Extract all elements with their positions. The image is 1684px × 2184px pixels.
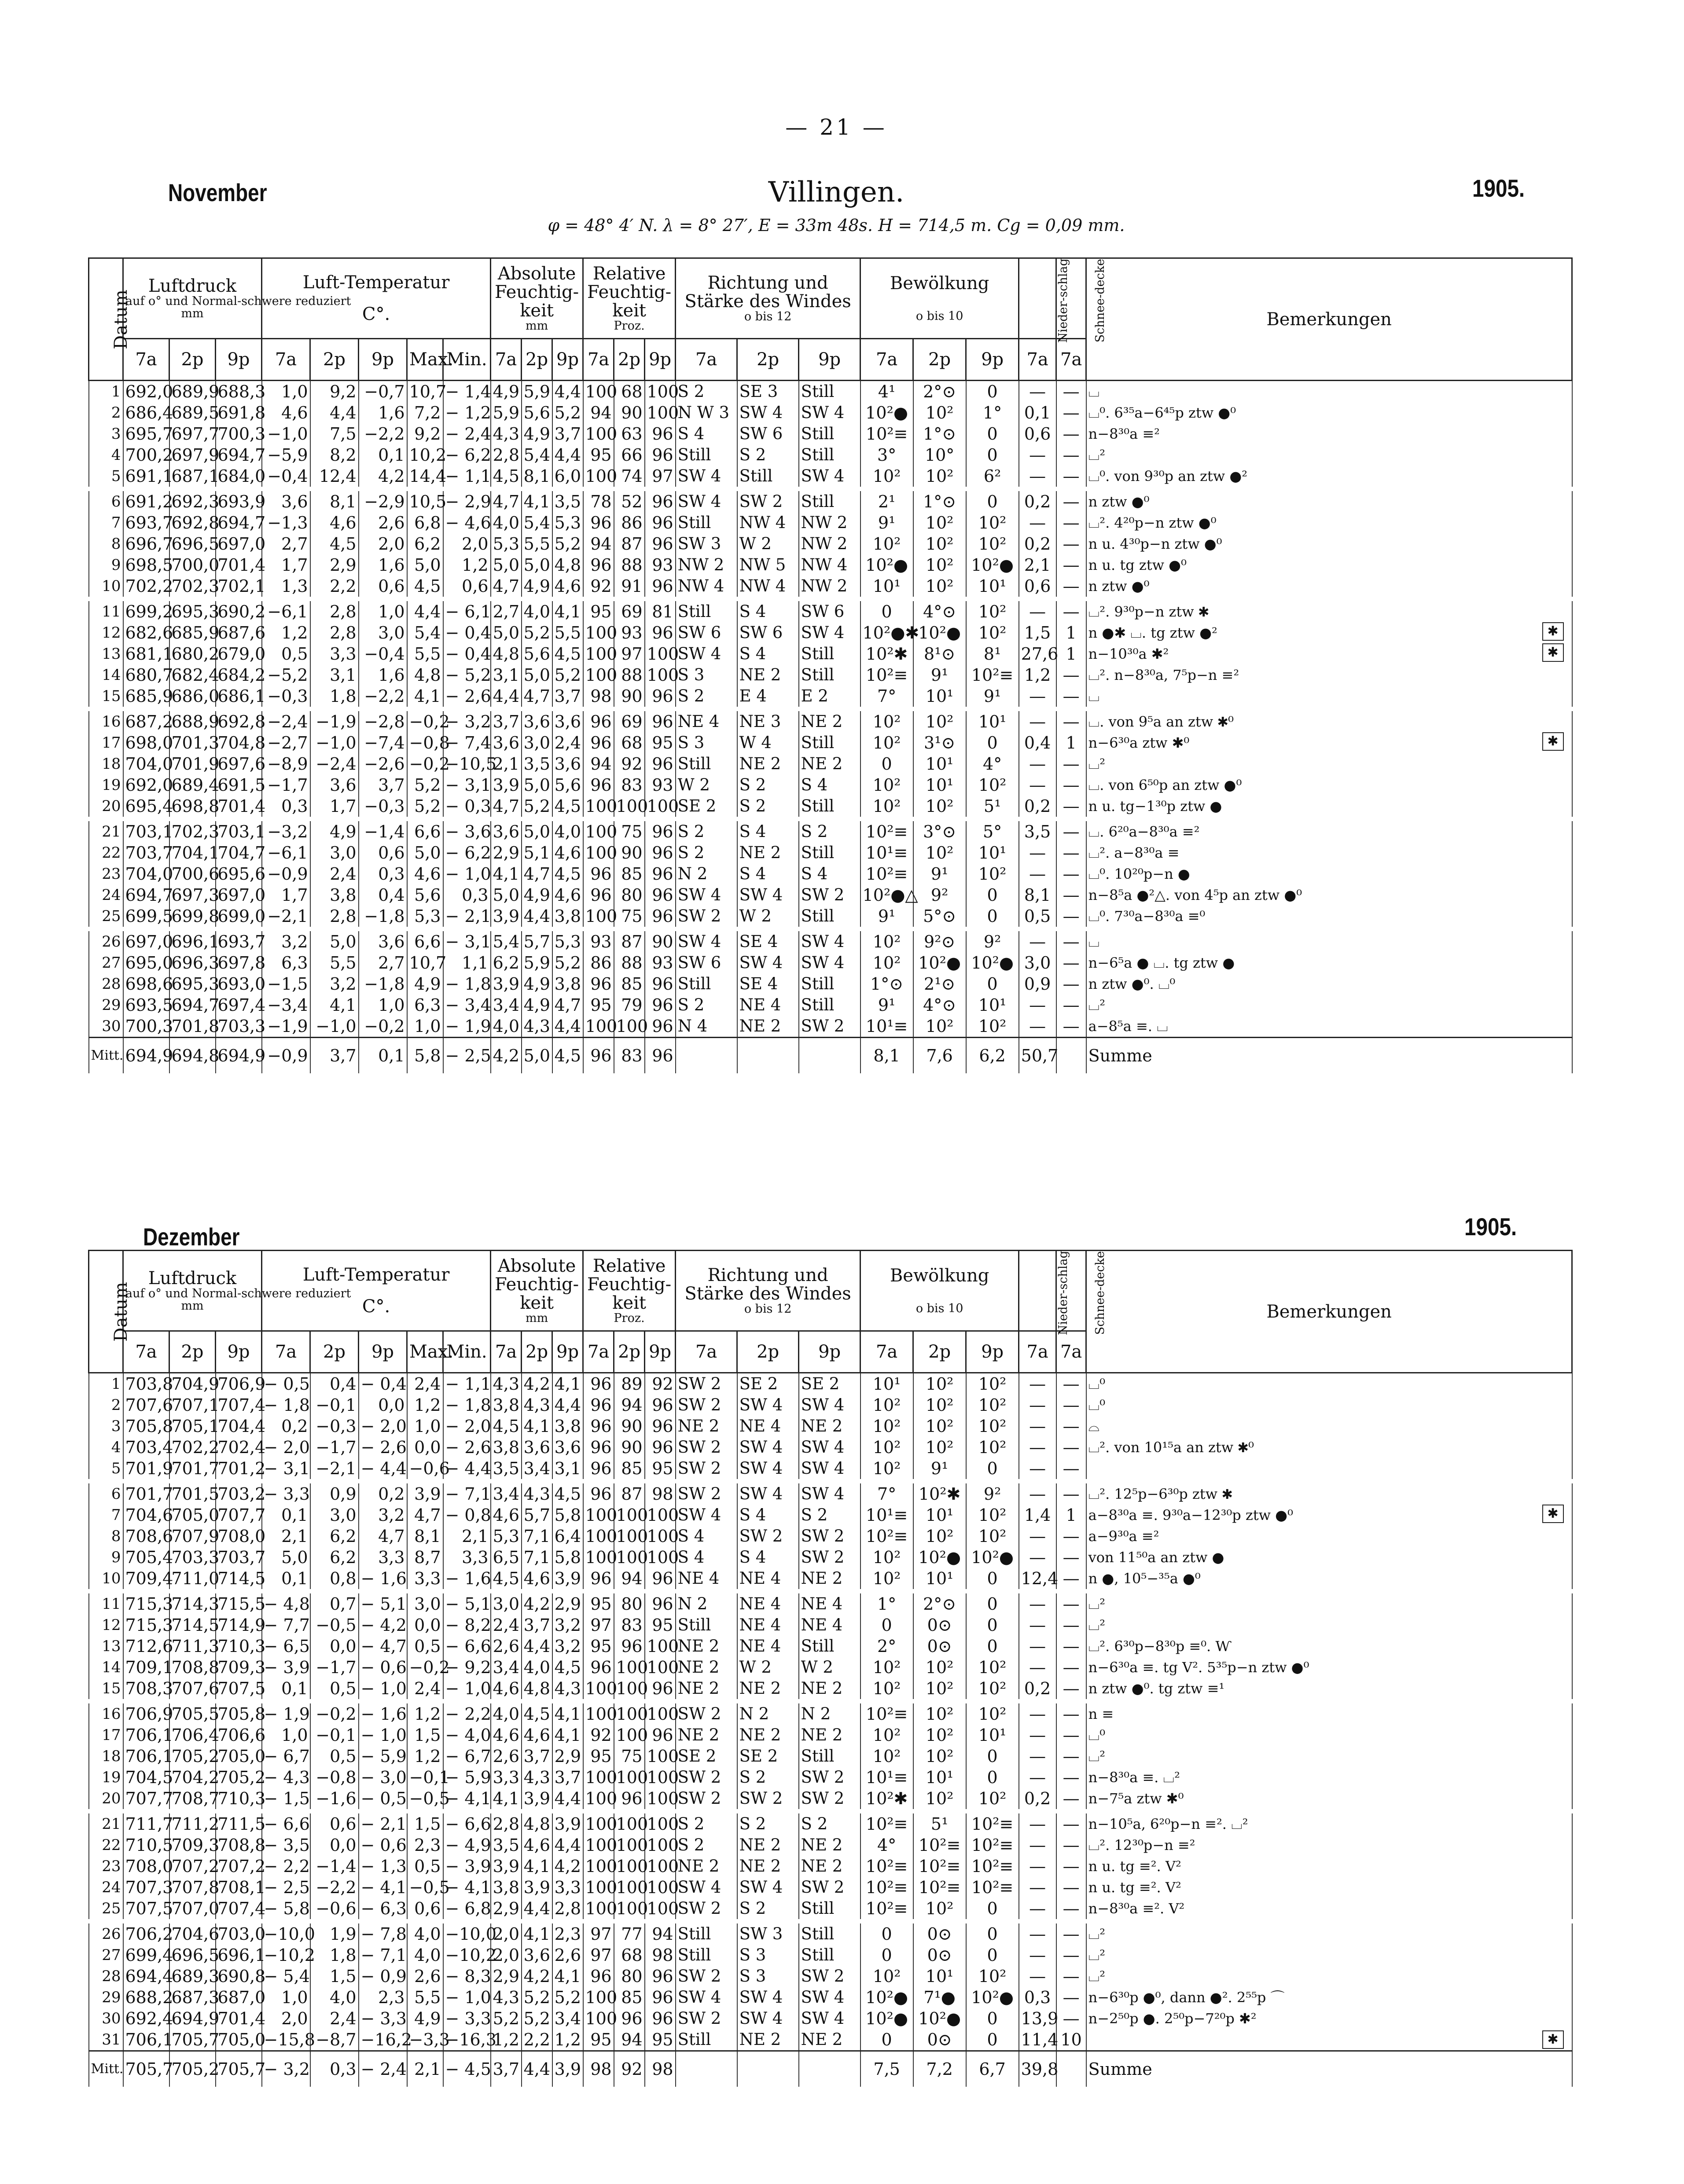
remark-text: n u. tg ≡². V² [1088,1858,1181,1875]
remark-text: ⌴⁰ [1088,1727,1106,1744]
table-row: 5 691,1 687,1 684,0 −0,4 12,4 4,2 14,4 − 1,1 4,5 8,1 6,0 100 74 97 SW 4 Still SW 4 10² 10² 6² — — ⌴⁰. von 9³⁰p an ztw ●² [89,466,1572,489]
remark-text: ⌴ [1088,383,1100,400]
table-row: 11 715,3 714,3 715,5 − 4,8 0,7 − 5,1 3,0 − 5,1 3,0 4,2 2,9 95 80 96 N 2 NE 4 NE 4 1° 2°⊙ 0 — — ⌴² [89,1591,1572,1615]
page-number: — 21 — [785,114,887,140]
remark-text: ⌴² [1088,1968,1106,1985]
table-row: 16 706,9 705,5 705,8 − 1,9 −0,2 − 1,6 1,2 − 2,2 4,0 4,5 4,1 100 100 100 SW 2 N 2 N 2 10²≡ 10² 10² — — n ≡ [89,1701,1572,1725]
remark-text: n−8³⁰a ≡. ⌴² [1088,1769,1180,1786]
col-datum: Datum [89,258,123,381]
remark-text: ⌴⁰. 7³⁰a−8³⁰a ≡⁰ [1088,908,1206,925]
remark-text: ⌴². 12³⁰p−n ≡² [1088,1837,1195,1854]
remark-text: ⌴². von 10¹⁵a an ztw ✱⁰ [1088,1439,1254,1456]
remark-text: n−8³⁰a ≡². V² [1088,1900,1185,1917]
table-row: 10 709,4 711,0 714,5 0,1 0,8 − 1,6 3,3 − 1,6 4,5 4,6 3,9 96 94 96 NE 4 NE 4 NE 2 10² 10¹ 0 12,4 — n ●, 10⁵−³⁵a ●⁰ [89,1568,1572,1591]
remark-text: ⌴⁰. 6³⁵a−6⁴⁵p ztw ●⁰ [1088,404,1236,421]
table-row: 4 700,2 697,9 694,7 −5,9 8,2 0,1 10,2 − 6,2 2,8 5,4 4,4 95 66 96 Still S 2 Still 3° 10° 0 — — ⌴² [89,444,1572,466]
year-dezember: 1905. [1464,1213,1517,1241]
table-row: 15 685,9 686,0 686,1 −0,3 1,8 −2,2 4,1 − 2,6 4,4 4,7 3,7 98 90 96 S 2 E 4 E 2 7° 10¹ 9¹ — — ⌴ [89,686,1572,709]
table-row: 22 703,7 704,1 704,7 −6,1 3,0 0,6 5,0 − 6,2 2,9 5,1 4,6 100 90 96 S 2 NE 2 Still 10¹≡ 10² 10¹ — — ⌴². a−8³⁰a ≡ [89,842,1572,863]
col-bemerkungen: Bemerkungen [1086,1251,1572,1373]
month-title-dezember: Dezember [143,1223,240,1251]
remark-text: ⌴² [1088,1596,1106,1612]
station-name: Villingen. [768,176,905,209]
table-row: 10 702,2 702,3 702,1 1,3 2,2 0,6 4,5 0,6 4,7 4,9 4,6 92 91 96 NW 4 NW 4 NW 2 10¹ 10² 10¹ 0,6 — n ztw ●⁰ [89,576,1572,599]
remark-text: a−9³⁰a ≡² [1088,1528,1159,1545]
remark-text: n−7⁵a ztw ✱⁰ [1088,1790,1184,1807]
table-row: 16 687,2 688,9 692,8 −2,4 −1,9 −2,8 −0,2 − 3,2 3,7 3,6 3,6 96 69 96 NE 4 NE 3 NE 2 10² 10² 10¹ — — ⌴. von 9⁵a an ztw ✱⁰ [89,709,1572,732]
col-wind: Richtung und Stärke des Windes o bis 12 [676,258,860,339]
table-row: 8 708,6 707,9 708,0 2,1 6,2 4,7 8,1 2,1 5,3 7,1 6,4 100 100 100 S 4 SW 2 SW 2 10²≡ 10² 10² — — a−9³⁰a ≡² [89,1526,1572,1547]
table-row: 30 700,3 701,8 703,3 −1,9 −1,0 −0,2 1,0 − 1,9 4,0 4,3 4,4 100 100 96 N 4 NE 2 SW 2 10¹≡ 10² 10² — — a−8⁵a ≡. ⌴ [89,1016,1572,1038]
col-luftdruck: Luftdruck auf o° und Normal-schwere reduziert mm [123,258,262,339]
table-row: 13 681,1 680,2 679,0 0,5 3,3 −0,4 5,5 − 0,4 4,8 5,6 4,5 100 97 100 SW 4 S 4 Still 10²✱ 8¹⊙ 8¹ 27,6 1 n−10³⁰a ✱² ✱ [89,643,1572,664]
col-niederschlag: Nieder-schlag [1019,258,1056,339]
remark-text: ⌴. von 9⁵a an ztw ✱⁰ [1088,713,1234,730]
snow-box-icon: ✱ [1542,643,1564,662]
table-row: 12 682,6 685,9 687,6 1,2 2,8 3,0 5,4 − 0,4 5,0 5,2 5,5 100 93 96 SW 6 SW 6 SW 4 10²●✱ 10²● 10² 1,5 1 n ●✱ ⌴. tg ztw ●² ✱ [89,622,1572,643]
remark-text: n u. tg ≡². V² [1088,1879,1181,1896]
remark-text: n ●✱ ⌴. tg ztw ●² [1088,624,1217,641]
table-row: 28 698,6 695,3 693,0 −1,5 3,2 −1,8 4,9 − 1,8 3,9 4,9 3,8 96 85 96 Still SE 4 Still 1°⊙ 2¹⊙ 0 0,9 — n ztw ●⁰. ⌴⁰ [89,973,1572,995]
table-row: 21 711,7 711,2 711,5 − 6,6 0,6 − 2,1 1,5 − 6,6 2,8 4,8 3,9 100 100 100 S 2 S 2 S 2 10²≡ 5¹ 10²≡ — — n−10⁵a, 6²⁰p−n ≡². ⌴² [89,1811,1572,1835]
remark-text: ⌴² [1088,1947,1106,1964]
table-row: 3 695,7 697,7 700,3 −1,0 7,5 −2,2 9,2 − 2,4 4,3 4,9 3,7 100 63 96 S 4 SW 6 Still 10²≡ 1°⊙ 0 0,6 — n−8³⁰a ≡² [89,423,1572,444]
remark-text: ⌴⁰ [1088,1376,1106,1392]
remark-text: n u. tg−1³⁰p ztw ● [1088,798,1222,815]
table-row: 21 703,1 702,3 703,1 −3,2 4,9 −1,4 6,6 − 3,6 3,6 5,0 4,0 100 75 96 S 2 S 4 S 2 10²≡ 3°⊙ 5° 3,5 — ⌴. 6²⁰a−8³⁰a ≡² [89,819,1572,842]
col-abs-feuchte: Absolute Feuchtig-keit mm [491,258,583,339]
table-row: 15 708,3 707,6 707,5 0,1 0,5 − 1,0 2,4 − 1,0 4,6 4,8 4,3 100 100 96 NE 2 NE 2 NE 2 10² 10² 10² 0,2 — n ztw ●⁰. tg ztw ≡¹ [89,1678,1572,1701]
col-schneedecke: Schnee-decke [1056,1251,1086,1331]
remark-text: ⌴². 12⁵p−6³⁰p ztw ✱ [1088,1486,1233,1502]
table-row: 20 695,4 698,8 701,4 0,3 1,7 −0,3 5,2 − 0,3 4,7 5,2 4,5 100 100 100 SE 2 S 2 Still 10² 10² 5¹ 0,2 — n u. tg−1³⁰p ztw ● [89,796,1572,819]
remark-text: ⌴. 6²⁰a−8³⁰a ≡² [1088,823,1200,840]
table-row: 26 706,2 704,6 703,0 −10,0 1,9 − 7,8 4,0 −10,0 2,0 4,1 2,3 97 77 94 Still SW 3 Still 0 0⊙ 0 — — ⌴² [89,1921,1572,1945]
table-row: 23 708,0 707,2 707,2 − 2,2 −1,4 − 1,3 0,5 − 3,9 3,9 4,1 4,2 100 100 100 NE 2 NE 2 NE 2 10²≡ 10²≡ 10²≡ — — n u. tg ≡². V² [89,1856,1572,1877]
table-row: 4 703,4 702,2 702,4 − 2,0 −1,7 − 2,6 0,0 − 2,6 3,8 3,6 3,6 96 90 96 SW 2 SW 4 SW 4 10² 10² 10² — — ⌴². von 10¹⁵a an ztw ✱⁰ [89,1437,1572,1458]
table-row: 27 695,0 696,3 697,8 6,3 5,5 2,7 10,7 1,1 6,2 5,9 5,2 86 88 93 SW 6 SW 4 SW 4 10² 10²● 10²● 3,0 — n−6⁵a ● ⌴. tg ztw ● [89,952,1572,973]
table-row: 6 701,7 701,5 703,2 − 3,3 0,9 0,2 3,9 − 7,1 3,4 4,3 4,5 96 87 98 SW 2 SW 4 SW 4 7° 10²✱ 9² — — ⌴². 12⁵p−6³⁰p ztw ✱ [89,1481,1572,1505]
table-row: 9 698,5 700,0 701,4 1,7 2,9 1,6 5,0 1,2 5,0 5,0 4,8 96 88 93 NW 2 NW 5 NW 4 10²● 10² 10²● 2,1 — n u. tg ztw ●⁰ [89,554,1572,576]
remark-text: ⌴². 4²⁰p−n ztw ●⁰ [1088,514,1217,531]
mean-row: Mitt. 694,9 694,8 694,9 −0,9 3,7 0,1 5,8 − 2,5 4,2 5,0 4,5 96 83 96 8,1 7,6 6,2 50,7 Summe [89,1038,1572,1074]
mean-row: Mitt. 705,7 705,2 705,7 − 3,2 0,3 − 2,4 2,1 − 4,5 3,7 4,4 3,9 98 92 98 7,5 7,2 6,7 39,8 Summe [89,2051,1572,2087]
table-row: 26 697,0 696,1 693,7 3,2 5,0 3,6 6,6 − 3,1 5,4 5,7 5,3 93 87 90 SW 4 SE 4 SW 4 10² 9²⊙ 9² — — ⌴ [89,929,1572,952]
remark-text: n ●, 10⁵−³⁵a ●⁰ [1088,1570,1201,1587]
remark-text: a−8⁵a ≡. ⌴ [1088,1018,1168,1035]
table-row: 8 696,7 696,5 697,0 2,7 4,5 2,0 6,2 2,0 5,3 5,5 5,2 94 87 96 SW 3 W 2 NW 2 10² 10² 10² 0,2 — n u. 4³⁰p−n ztw ●⁰ [89,533,1572,554]
snow-box-icon: ✱ [1542,2030,1564,2049]
remark-text: n−6³⁰p ●⁰, dann ●². 2⁵⁵p ⌒ [1088,1989,1285,2006]
table-row: 14 680,7 682,4 684,2 −5,2 3,1 1,6 4,8 − 5,2 3,1 5,0 5,2 100 88 100 S 3 NE 2 Still 10²≡ 9¹ 10²≡ 1,2 — ⌴². n−8³⁰a, 7⁵p−n ≡² [89,664,1572,686]
remark-text: n ≡ [1088,1706,1114,1722]
remark-text: ⌴⁰. 10²⁰p−n ● [1088,866,1190,882]
table-row: 25 707,5 707,0 707,4 − 5,8 −0,6 − 6,3 0,6 − 6,8 2,9 4,4 2,8 100 100 100 SW 2 S 2 Still 10²≡ 10² 0 — — n−8³⁰a ≡². V² [89,1898,1572,1921]
remark-text: ⌴². 6³⁰p−8³⁰p ≡⁰. Ⱳ [1088,1638,1232,1655]
remark-text: ⌴ [1088,933,1100,950]
table-row: 5 701,9 701,7 701,2 − 3,1 −2,1 − 4,4 −0,6 − 4,4 3,5 3,4 3,1 96 85 95 SW 2 SW 4 SW 4 10² 9¹ 0 — — [89,1458,1572,1481]
table-row: 1 703,8 704,9 706,9 − 0,5 0,4 − 0,4 2,4 − 1,1 4,3 4,2 4,1 96 89 92 SW 2 SE 2 SE 2 10¹ 10² 10² — — ⌴⁰ [89,1373,1572,1395]
remark-text: ⌴². 9³⁰p−n ztw ✱ [1088,603,1209,620]
col-rel-feuchte: Relative Feuchtig-keit Proz. [583,258,676,339]
table-row: 20 707,7 708,7 710,3 − 1,5 −1,6 − 0,5 −0,5 − 4,1 4,1 3,9 4,4 100 96 100 SW 2 SW 2 SW 2 10²✱ 10² 10² 0,2 — n−7⁵a ztw ✱⁰ [89,1788,1572,1811]
table-row: 11 699,2 695,3 690,2 −6,1 2,8 1,0 4,4 − 6,1 2,7 4,0 4,1 95 69 81 Still S 4 SW 6 0 4°⊙ 10² — — ⌴². 9³⁰p−n ztw ✱ [89,599,1572,622]
table-row: 24 694,7 697,3 697,0 1,7 3,8 0,4 5,6 0,3 5,0 4,9 4,6 96 80 96 SW 4 SW 4 SW 2 10²●△ 9² 0 8,1 — n−8⁵a ●²△. von 4⁵p an ztw ●⁰ [89,885,1572,906]
station-coordinates: φ = 48° 4′ N. λ = 8° 27′, E = 33m 48s. H = 714,5 m. Cg = 0,09 mm. [548,216,1125,235]
table-row: 1 692,0 689,9 688,3 1,0 9,2 −0,7 10,7 − 1,4 4,9 5,9 4,4 100 68 100 S 2 SE 3 Still 4¹ 2°⊙ 0 — — ⌴ [89,381,1572,403]
table-row: 9 705,4 703,3 703,7 5,0 6,2 3,3 8,7 3,3 6,5 7,1 5,8 100 100 100 S 4 S 4 SW 2 10² 10²● 10²● — — von 11⁵⁰a an ztw ● [89,1547,1572,1568]
table-row: 29 688,2 687,3 687,0 1,0 4,0 2,3 5,5 − 1,0 4,3 5,2 5,2 100 85 96 SW 4 SW 4 SW 4 10²● 7¹● 10²● 0,3 — n−6³⁰p ●⁰, dann ●². 2⁵⁵p ⌒ [89,1987,1572,2008]
remark-text: n u. tg ztw ●⁰ [1088,557,1187,573]
table-row: 24 707,3 707,8 708,1 − 2,5 −2,2 − 4,1 −0,5 − 4,1 3,8 3,9 3,3 100 100 100 SW 4 SW 4 SW 2 10²≡ 10²≡ 10²≡ — — n u. tg ≡². V² [89,1877,1572,1898]
table-row: 23 704,0 700,6 695,6 −0,9 2,4 0,3 4,6 − 1,0 4,1 4,7 4,5 96 85 96 N 2 S 4 S 4 10²≡ 9¹ 10² — — ⌴⁰. 10²⁰p−n ● [89,863,1572,885]
year-november: 1905. [1472,174,1525,202]
remark-text: a−8³⁰a ≡. 9³⁰a−12³⁰p ztw ●⁰ [1088,1507,1293,1523]
table-row: 18 706,1 705,2 705,0 − 6,7 0,5 − 5,9 1,2 − 6,7 2,6 3,7 2,9 95 75 100 SE 2 SE 2 Still 10² 10² 0 — — ⌴² [89,1746,1572,1767]
remark-text: ⌴² [1088,1617,1106,1633]
table-row: 19 704,5 704,2 705,2 − 4,3 −0,8 − 3,0 −0,1 − 5,9 3,3 4,3 3,7 100 100 100 SW 2 S 2 SW 2 10¹≡ 10¹ 0 — — n−8³⁰a ≡. ⌴² [89,1767,1572,1788]
remark-text: ⌓ [1088,1418,1099,1435]
col-datum: Datum [89,1251,123,1373]
col-bewoelkung: Bewölkung o bis 10 [860,258,1019,339]
table-row: 2 686,4 689,5 691,8 4,6 4,4 1,6 7,2 − 1,2 5,9 5,6 5,2 94 90 100 N W 3 SW 4 SW 4 10²● 10² 1° 0,1 — ⌴⁰. 6³⁵a−6⁴⁵p ztw ●⁰ [89,402,1572,423]
remark-text: ⌴⁰. von 9³⁰p an ztw ●² [1088,468,1248,485]
col-luftdruck: Luftdruck auf o° und Normal-schwere reduziert mm [123,1251,262,1331]
table-row: 28 694,4 689,3 690,8 − 5,4 1,5 − 0,9 2,6 − 8,3 2,9 4,2 4,1 96 80 96 SW 2 S 3 SW 2 10² 10¹ 10² — — ⌴² [89,1966,1572,1987]
table-row: 18 704,0 701,9 697,6 −8,9 −2,4 −2,6 −0,2 −10,5 2,1 3,5 3,6 94 92 96 Still NE 2 NE 2 0 10¹ 4° — — ⌴² [89,753,1572,774]
remark-text: n−6⁵a ● ⌴. tg ztw ● [1088,954,1235,971]
table-row: 12 715,3 714,5 714,9 − 7,7 −0,5 − 4,2 0,0 − 8,2 2,4 3,7 3,2 97 83 95 Still NE 4 NE 4 0 0⊙ 0 — — ⌴² [89,1615,1572,1636]
col-niederschlag: Nieder-schlag [1019,1251,1056,1331]
col-bemerkungen: Bemerkungen [1086,258,1572,381]
remark-text: ⌴² [1088,756,1106,772]
col-rel-feuchte: Relative Feuchtig-keit Proz. [583,1251,676,1331]
table-row: 6 691,2 692,3 693,9 3,6 8,1 −2,9 10,5 − 2,9 4,7 4,1 3,5 78 52 96 SW 4 SW 2 Still 2¹ 1°⊙ 0 0,2 — n ztw ●⁰ [89,489,1572,512]
table-row: 17 706,1 706,4 706,6 1,0 −0,1 − 1,0 1,5 − 4,0 4,6 4,6 4,1 92 100 96 NE 2 NE 2 NE 2 10² 10² 10¹ — — ⌴⁰ [89,1725,1572,1746]
remark-text: n−8³⁰a ≡² [1088,426,1160,442]
remark-text: n u. 4³⁰p−n ztw ●⁰ [1088,536,1222,552]
remark-text: n−10⁵a, 6²⁰p−n ≡². ⌴² [1088,1816,1248,1832]
table-row: 7 704,6 705,0 707,7 0,1 3,0 3,2 4,7 − 0,8 4,6 5,7 5,8 100 100 100 SW 4 S 4 S 2 10¹≡ 10¹ 10² 1,4 1 a−8³⁰a ≡. 9³⁰a−12³⁰p ztw ●⁰ ✱ [89,1505,1572,1526]
col-bewoelkung: Bewölkung o bis 10 [860,1251,1019,1331]
table-row: 17 698,0 701,3 704,8 −2,7 −1,0 −7,4 −0,8 − 7,4 3,6 3,0 2,4 96 68 95 S 3 W 4 Still 10² 3¹⊙ 0 0,4 1 n−6³⁰a ztw ✱⁰ ✱ [89,732,1572,753]
remark-text: n ztw ●⁰ [1088,578,1150,595]
table-row: 27 699,4 696,5 696,1 −10,2 1,8 − 7,1 4,0 −10,2 2,0 3,6 2,6 97 68 98 Still S 3 Still 0 0⊙ 0 — — ⌴² [89,1945,1572,1966]
table-row: 29 693,5 694,7 697,4 −3,4 4,1 1,0 6,3 − 3,4 3,4 4,9 4,7 95 79 96 S 2 NE 4 Still 9¹ 4°⊙ 10¹ — — ⌴² [89,995,1572,1016]
remark-text: ⌴² [1088,1748,1106,1765]
snow-box-icon: ✱ [1542,1505,1564,1523]
table-row: 30 692,4 694,9 701,4 2,0 2,4 − 3,3 4,9 − 3,3 5,2 5,2 3,4 100 96 96 SW 2 SW 4 SW 4 10²● 10²● 0 13,9 — n−2⁵⁰p ●. 2⁵⁰p−7²⁰p ✱² [89,2008,1572,2029]
table-row: 13 712,6 711,3 710,3 − 6,5 0,0 − 4,7 0,5 − 6,6 2,6 4,4 3,2 95 96 100 NE 2 NE 4 Still 2° 0⊙ 0 — — ⌴². 6³⁰p−8³⁰p ≡⁰. Ⱳ [89,1636,1572,1657]
table-row: 25 699,5 699,8 699,0 −2,1 2,8 −1,8 5,3 − 2,1 3,9 4,4 3,8 100 75 96 SW 2 W 2 Still 9¹ 5°⊙ 0 0,5 — ⌴⁰. 7³⁰a−8³⁰a ≡⁰ [89,906,1572,929]
remark-text: n−6³⁰a ≡. tg V². 5³⁵p−n ztw ●⁰ [1088,1659,1309,1676]
remark-text: von 11⁵⁰a an ztw ● [1088,1549,1224,1566]
table-row: 22 710,5 709,3 708,8 − 3,5 0,0 − 0,6 2,3 − 4,9 3,5 4,6 4,4 100 100 100 S 2 NE 2 NE 2 4° 10²≡ 10²≡ — — ⌴². 12³⁰p−n ≡² [89,1835,1572,1856]
remark-text: n−10³⁰a ✱² [1088,646,1169,662]
table-row: 19 692,0 689,4 691,5 −1,7 3,6 3,7 5,2 − 3,1 3,9 5,0 5,6 96 83 93 W 2 S 2 S 4 10² 10¹ 10² — — ⌴. von 6⁵⁰p an ztw ●⁰ [89,774,1572,796]
col-temperatur: Luft-Temperatur C°. [262,1251,491,1331]
table-row: 2 707,6 707,1 707,4 − 1,8 −0,1 0,0 1,2 − 1,8 3,8 4,3 4,4 96 94 96 SW 2 SW 4 SW 4 10² 10² 10² — — ⌴⁰ [89,1395,1572,1416]
remark-text: ⌴. von 6⁵⁰p an ztw ●⁰ [1088,777,1242,793]
remark-text: ⌴² [1088,1926,1106,1942]
table-row: 7 693,7 692,8 694,7 −1,3 4,6 2,6 6,8 − 4,6 4,0 5,4 5,3 96 86 96 Still NW 4 NW 2 9¹ 10² 10² — — ⌴². 4²⁰p−n ztw ●⁰ [89,512,1572,533]
table-dezember: Datum Luftdruck auf o° und Normal-schwere reduziert mm Luft-Temperatur C°. Absolute Feuchtig-keit mm Relative Feuchtig-keit Proz. Richtung und Stärke des Windes o bis 12 Bewölkung o bis 10 Nieder-schlag Schnee-decke Bemerkungen 7a 2p 9p 7a 2p 9p Max. Min. 7a 2p 9p 7a 2p 9p 7a 2p 9p 7a 2p 9p 7a 7a 1 703,8 704,9 706,9 − 0,5 0,4 − 0,4 2,4 − 1,1 4,3 4,2 4,1 96 89 92 SW 2 SE 2 SE 2 10¹ 10² 10² — — ⌴⁰ 2 707,6 707,1 707,4 − 1,8 −0,1 0,0 1,2 − 1,8 3,8 4,3 4,4 96 94 96 SW 2 SW 4 SW 4 10² 10² 10² — — ⌴⁰ 3 705,8 705,1 704,4 0,2 −0,3 − 2,0 1,0 − 2,0 4,5 4,1 3,8 96 90 96 NE 2 NE 4 NE 2 10² 10² 10² — — ⌓ 4 703,4 702,2 702,4 − 2,0 −1,7 − 2,6 0,0 − 2,6 3,8 3,6 3,6 96 90 96 SW 2 SW 4 SW 4 10² 10² 10² — — ⌴². von 10¹⁵a an ztw ✱⁰ 5 701,9 701,7 701,2 − 3,1 −2,1 − 4,4 −0,6 − 4,4 3,5 3,4 3,1 96 85 95 SW 2 SW 4 SW 4 10² 9¹ 0 — — 6 701,7 701,5 703,2 − 3,3 0,9 0,2 3,9 − 7,1 3,4 4,3 4,5 96 87 98 SW 2 SW 4 SW 4 7° 10²✱ 9² — — ⌴². 12⁵p−6³⁰p ztw ✱ 7 704,6 705,0 707,7 0,1 3,0 3,2 4,7 − 0,8 4,6 5,7 5,8 100 100 100 SW 4 S 4 S 2 10¹≡ 10¹ 10² 1,4 1 a−8³⁰a ≡. 9³⁰a−12³⁰p ztw ●⁰ ✱ 8 708,6 707,9 708,0 2,1 6,2 4,7 8,1 2,1 5,3 7,1 6,4 100 100 100 S 4 SW 2 SW 2 10²≡ 10² 10² — — a−9³⁰a ≡² 9 705,4 703,3 703,7 5,0 6,2 3,3 8,7 3,3 6,5 7,1 5,8 100 100 100 S 4 S 4 SW 2 10² 10²● 10²● — — von 11⁵⁰a an ztw ● 10 709,4 711,0 714,5 0,1 0,8 − 1,6 3,3 − 1,6 4,5 4,6 3,9 96 94 96 NE 4 NE 4 NE 2 10² 10¹ 0 12,4 — n ●, 10⁵−³⁵a ●⁰ 11 715,3 714,3 715,5 − 4,8 0,7 − 5,1 3,0 − 5,1 3,0 4,2 2,9 95 80 96 N 2 NE 4 NE 4 1° 2°⊙ 0 — — ⌴² 12 715,3 714,5 714,9 − 7,7 −0,5 − 4,2 0,0 − 8,2 2,4 3,7 3,2 97 83 95 Still NE 4 NE 4 0 0⊙ 0 — — ⌴² 13 712,6 711,3 710,3 − 6,5 0,0 − 4,7 0,5 − 6,6 2,6 4,4 3,2 95 96 100 NE 2 NE 4 Still 2° 0⊙ 0 — — ⌴². 6³⁰p−8³⁰p ≡⁰. Ⱳ 14 709,1 708,8 709,3 − 3,9 −1,7 − 0,6 −0,2 − 9,2 3,4 4,0 4,5 96 100 100 NE 2 W 2 W 2 10² 10² 10² — — n−6³⁰a ≡. tg V². 5³⁵p−n ztw ●⁰ 15 708,3 707,6 707,5 0,1 0,5 − 1,0 2,4 − 1,0 4,6 4,8 4,3 100 100 96 NE 2 NE 2 NE 2 10² 10² 10² 0,2 — n ztw ●⁰. tg ztw ≡¹ 16 706,9 705,5 705,8 − 1,9 −0,2 − 1,6 1,2 − 2,2 4,0 4,5 4,1 100 100 100 SW 2 N 2 N 2 10²≡ 10² 10² — — n ≡ 17 706,1 706,4 706,6 1,0 −0,1 − 1,0 1,5 − 4,0 4,6 4,6 4,1 92 100 96 NE 2 NE 2 NE 2 10² 10² 10¹ — — ⌴⁰ 18 706,1 705,2 705,0 − 6,7 0,5 − 5,9 1,2 − 6,7 2,6 3,7 2,9 95 75 100 SE 2 SE 2 Still 10² 10² 0 — — ⌴² 19 704,5 704,2 705,2 − 4,3 −0,8 − 3,0 −0,1 − 5,9 3,3 4,3 3,7 100 100 100 SW 2 S 2 SW 2 10¹≡ 10¹ 0 — — n−8³⁰a ≡. ⌴² 20 707,7 708,7 710,3 − 1,5 −1,6 − 0,5 −0,5 − 4,1 4,1 3,9 4,4 100 96 100 SW 2 SW 2 SW 2 10²✱ 10² 10² 0,2 — n−7⁵a ztw ✱⁰ 21 711,7 711,2 711,5 − 6,6 0,6 − 2,1 1,5 − 6,6 2,8 4,8 3,9 100 100 100 S 2 S 2 S 2 10²≡ 5¹ 10²≡ — — n−10⁵a, 6²⁰p−n ≡². ⌴² 22 710,5 709,3 708,8 − 3,5 0,0 − 0,6 2,3 − 4,9 3,5 4,6 4,4 100 100 100 S 2 NE 2 NE 2 4° 10²≡ 10²≡ — — ⌴². 12³⁰p−n ≡² 23 708,0 707,2 707,2 − 2,2 −1,4 − 1,3 0,5 − 3,9 3,9 4,1 4,2 100 100 100 NE 2 NE 2 NE 2 10²≡ 10²≡ 10²≡ — — n u. tg ≡². V² 24 707,3 707,8 708,1 − 2,5 −2,2 − 4,1 −0,5 − 4,1 3,8 3,9 3,3 100 100 100 SW 4 SW 4 SW 2 10²≡ 10²≡ 10²≡ — — n u. tg ≡². V² 25 707,5 707,0 707,4 − 5,8 −0,6 − 6,3 0,6 − 6,8 2,9 4,4 2,8 100 100 100 SW 2 S 2 Still 10²≡ 10² 0 — — n−8³⁰a ≡². V² 26 706,2 704,6 703,0 −10,0 1,9 − 7,8 4,0 −10,0 2,0 4,1 2,3 97 77 94 Still SW 3 Still 0 0⊙ 0 — — ⌴² 27 699,4 696,5 696,1 −10,2 1,8 − 7,1 4,0 −10,2 2,0 3,6 2,6 97 68 98 Still S 3 Still 0 0⊙ 0 — — ⌴² 28 694,4 689,3 690,8 − 5,4 1,5 − 0,9 2,6 − 8,3 2,9 4,2 4,1 96 80 96 SW 2 S 3 SW 2 10² 10¹ 10² — — ⌴² 29 688,2 687,3 687,0 1,0 4,0 2,3 5,5 − 1,0 4,3 5,2 5,2 100 85 96 SW 4 SW 4 SW 4 10²● 7¹● 10²● 0,3 — n−6³⁰p ●⁰, dann ●². 2⁵⁵p ⌒ 30 692,4 694,9 701,4 2,0 2,4 − 3,3 4,9 − 3,3 5,2 5,2 3,4 100 96 96 SW 2 SW 4 SW 4 10²● 10²● 0 13,9 — n−2⁵⁰p ●. 2⁵⁰p−7²⁰p ✱² 31 706,1 705,7 705,0 −15,8 −8,7 −16,2 −3,3 −16,3 1,2 2,2 1,2 95 94 95 Still NE 2 NE 2 0 0⊙ 0 11,4 10 ✱ Mitt. 705,7 705,2 705,7 − 3,2 0,3 − 2,4 2,1 − 4,5 3,7 4,4 3,9 98 92 98 7,5 7,2 6,7 39,8 Summe [88,1250,1573,2087]
remark-text: ⌴² [1088,997,1106,1013]
table-november: Datum Luftdruck auf o° und Normal-schwere reduziert mm Luft-Temperatur C°. Absolute Feuchtig-keit mm Relative Feuchtig-keit Proz. Richtung und Stärke des Windes o bis 12 Bewölkung o bis 10 Nieder-schlag Schnee-decke Bemerkungen 7a 2p 9p 7a 2p 9p Max. Min. 7a 2p 9p 7a 2p 9p 7a 2p 9p 7a 2p 9p 7a 7a 1 692,0 689,9 688,3 1,0 9,2 −0,7 10,7 − 1,4 4,9 5,9 4,4 100 68 100 S 2 SE 3 Still 4¹ 2°⊙ 0 — — ⌴ 2 686,4 689,5 691,8 4,6 4,4 1,6 7,2 − 1,2 5,9 5,6 5,2 94 90 100 N W 3 SW 4 SW 4 10²● 10² 1° 0,1 — ⌴⁰. 6³⁵a−6⁴⁵p ztw ●⁰ 3 695,7 697,7 700,3 −1,0 7,5 −2,2 9,2 − 2,4 4,3 4,9 3,7 100 63 96 S 4 SW 6 Still 10²≡ 1°⊙ 0 0,6 — n−8³⁰a ≡² 4 700,2 697,9 694,7 −5,9 8,2 0,1 10,2 − 6,2 2,8 5,4 4,4 95 66 96 Still S 2 Still 3° 10° 0 — — ⌴² 5 691,1 687,1 684,0 −0,4 12,4 4,2 14,4 − 1,1 4,5 8,1 6,0 100 74 97 SW 4 Still SW 4 10² 10² 6² — — ⌴⁰. von 9³⁰p an ztw ●² 6 691,2 692,3 693,9 3,6 8,1 −2,9 10,5 − 2,9 4,7 4,1 3,5 78 52 96 SW 4 SW 2 Still 2¹ 1°⊙ 0 0,2 — n ztw ●⁰ 7 693,7 692,8 694,7 −1,3 4,6 2,6 6,8 − 4,6 4,0 5,4 5,3 96 86 96 Still NW 4 NW 2 9¹ 10² 10² — — ⌴². 4²⁰p−n ztw ●⁰ 8 696,7 696,5 697,0 2,7 4,5 2,0 6,2 2,0 5,3 5,5 5,2 94 87 96 SW 3 W 2 NW 2 10² 10² 10² 0,2 — n u. 4³⁰p−n ztw ●⁰ 9 698,5 700,0 701,4 1,7 2,9 1,6 5,0 1,2 5,0 5,0 4,8 96 88 93 NW 2 NW 5 NW 4 10²● 10² 10²● 2,1 — n u. tg ztw ●⁰ 10 702,2 702,3 702,1 1,3 2,2 0,6 4,5 0,6 4,7 4,9 4,6 92 91 96 NW 4 NW 4 NW 2 10¹ 10² 10¹ 0,6 — n ztw ●⁰ 11 699,2 695,3 690,2 −6,1 2,8 1,0 4,4 − 6,1 2,7 4,0 4,1 95 69 81 Still S 4 SW 6 0 4°⊙ 10² — — ⌴². 9³⁰p−n ztw ✱ 12 682,6 685,9 687,6 1,2 2,8 3,0 5,4 − 0,4 5,0 5,2 5,5 100 93 96 SW 6 SW 6 SW 4 10²●✱ 10²● 10² 1,5 1 n ●✱ ⌴. tg ztw ●² ✱ 13 681,1 680,2 679,0 0,5 3,3 −0,4 5,5 − 0,4 4,8 5,6 4,5 100 97 100 SW 4 S 4 Still 10²✱ 8¹⊙ 8¹ 27,6 1 n−10³⁰a ✱² ✱ 14 680,7 682,4 684,2 −5,2 3,1 1,6 4,8 − 5,2 3,1 5,0 5,2 100 88 100 S 3 NE 2 Still 10²≡ 9¹ 10²≡ 1,2 — ⌴². n−8³⁰a, 7⁵p−n ≡² 15 685,9 686,0 686,1 −0,3 1,8 −2,2 4,1 − 2,6 4,4 4,7 3,7 98 90 96 S 2 E 4 E 2 7° 10¹ 9¹ — — ⌴ 16 687,2 688,9 692,8 −2,4 −1,9 −2,8 −0,2 − 3,2 3,7 3,6 3,6 96 69 96 NE 4 NE 3 NE 2 10² 10² 10¹ — — ⌴. von 9⁵a an ztw ✱⁰ 17 698,0 701,3 704,8 −2,7 −1,0 −7,4 −0,8 − 7,4 3,6 3,0 2,4 96 68 95 S 3 W 4 Still 10² 3¹⊙ 0 0,4 1 n−6³⁰a ztw ✱⁰ ✱ 18 704,0 701,9 697,6 −8,9 −2,4 −2,6 −0,2 −10,5 2,1 3,5 3,6 94 92 96 Still NE 2 NE 2 0 10¹ 4° — — ⌴² 19 692,0 689,4 691,5 −1,7 3,6 3,7 5,2 − 3,1 3,9 5,0 5,6 96 83 93 W 2 S 2 S 4 10² 10¹ 10² — — ⌴. von 6⁵⁰p an ztw ●⁰ 20 695,4 698,8 701,4 0,3 1,7 −0,3 5,2 − 0,3 4,7 5,2 4,5 100 100 100 SE 2 S 2 Still 10² 10² 5¹ 0,2 — n u. tg−1³⁰p ztw ● 21 703,1 702,3 703,1 −3,2 4,9 −1,4 6,6 − 3,6 3,6 5,0 4,0 100 75 96 S 2 S 4 S 2 10²≡ 3°⊙ 5° 3,5 — ⌴. 6²⁰a−8³⁰a ≡² 22 703,7 704,1 704,7 −6,1 3,0 0,6 5,0 − 6,2 2,9 5,1 4,6 100 90 96 S 2 NE 2 Still 10¹≡ 10² 10¹ — — ⌴². a−8³⁰a ≡ 23 704,0 700,6 695,6 −0,9 2,4 0,3 4,6 − 1,0 4,1 4,7 4,5 96 85 96 N 2 S 4 S 4 10²≡ 9¹ 10² — — ⌴⁰. 10²⁰p−n ● 24 694,7 697,3 697,0 1,7 3,8 0,4 5,6 0,3 5,0 4,9 4,6 96 80 96 SW 4 SW 4 SW 2 10²●△ 9² 0 8,1 — n−8⁵a ●²△. von 4⁵p an ztw ●⁰ 25 699,5 699,8 699,0 −2,1 2,8 −1,8 5,3 − 2,1 3,9 4,4 3,8 100 75 96 SW 2 W 2 Still 9¹ 5°⊙ 0 0,5 — ⌴⁰. 7³⁰a−8³⁰a ≡⁰ 26 697,0 696,1 693,7 3,2 5,0 3,6 6,6 − 3,1 5,4 5,7 5,3 93 87 90 SW 4 SE 4 SW 4 10² 9²⊙ 9² — — ⌴ 27 695,0 696,3 697,8 6,3 5,5 2,7 10,7 1,1 6,2 5,9 5,2 86 88 93 SW 6 SW 4 SW 4 10² 10²● 10²● 3,0 — n−6⁵a ● ⌴. tg ztw ● 28 698,6 695,3 693,0 −1,5 3,2 −1,8 4,9 − 1,8 3,9 4,9 3,8 96 85 96 Still SE 4 Still 1°⊙ 2¹⊙ 0 0,9 — n ztw ●⁰. ⌴⁰ 29 693,5 694,7 697,4 −3,4 4,1 1,0 6,3 − 3,4 3,4 4,9 4,7 95 79 96 S 2 NE 4 Still 9¹ 4°⊙ 10¹ — — ⌴² 30 700,3 701,8 703,3 −1,9 −1,0 −0,2 1,0 − 1,9 4,0 4,3 4,4 100 100 96 N 4 NE 2 SW 2 10¹≡ 10² 10² — — a−8⁵a ≡. ⌴ Mitt. 694,9 694,8 694,9 −0,9 3,7 0,1 5,8 − 2,5 4,2 5,0 4,5 96 83 96 8,1 7,6 6,2 50,7 Summe [88,257,1573,1073]
table-row: 31 706,1 705,7 705,0 −15,8 −8,7 −16,2 −3,3 −16,3 1,2 2,2 1,2 95 94 95 Still NE 2 NE 2 0 0⊙ 0 11,4 10 ✱ [89,2029,1572,2051]
remark-text: n−8⁵a ●²△. von 4⁵p an ztw ●⁰ [1088,887,1302,903]
table-row: 14 709,1 708,8 709,3 − 3,9 −1,7 − 0,6 −0,2 − 9,2 3,4 4,0 4,5 96 100 100 NE 2 W 2 W 2 10² 10² 10² — — n−6³⁰a ≡. tg V². 5³⁵p−n ztw ●⁰ [89,1657,1572,1678]
col-abs-feuchte: Absolute Feuchtig-keit mm [491,1251,583,1331]
table-row: 3 705,8 705,1 704,4 0,2 −0,3 − 2,0 1,0 − 2,0 4,5 4,1 3,8 96 90 96 NE 2 NE 4 NE 2 10² 10² 10² — — ⌓ [89,1416,1572,1437]
remark-text: n−2⁵⁰p ●. 2⁵⁰p−7²⁰p ✱² [1088,2010,1257,2027]
col-temperatur: Luft-Temperatur C°. [262,258,491,339]
remark-text: n ztw ●⁰. ⌴⁰ [1088,976,1176,992]
remark-text: ⌴² [1088,447,1106,463]
remark-text: ⌴⁰ [1088,1397,1106,1413]
snow-box-icon: ✱ [1542,732,1564,751]
remark-text: ⌴ [1088,688,1100,705]
remark-text: n ztw ●⁰ [1088,493,1150,510]
col-wind: Richtung und Stärke des Windes o bis 12 [676,1251,860,1331]
col-schneedecke: Schnee-decke [1056,258,1086,339]
remark-text: ⌴². n−8³⁰a, 7⁵p−n ≡² [1088,667,1239,683]
remark-text: n−6³⁰a ztw ✱⁰ [1088,734,1190,751]
snow-box-icon: ✱ [1542,622,1564,641]
month-title-november: November [168,179,267,206]
remark-text: n ztw ●⁰. tg ztw ≡¹ [1088,1680,1225,1697]
remark-text: ⌴². a−8³⁰a ≡ [1088,844,1180,861]
